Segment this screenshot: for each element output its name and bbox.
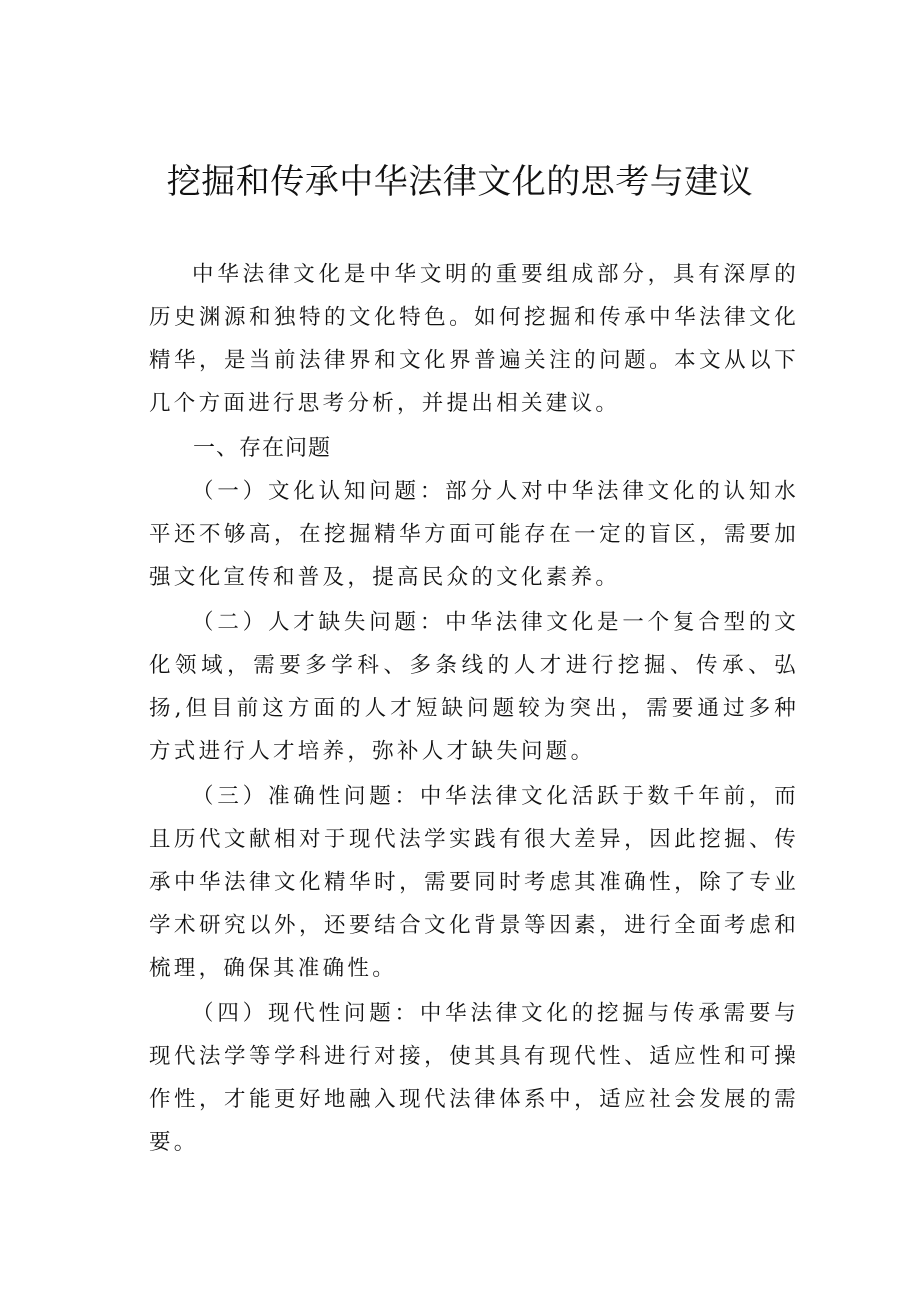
issue-paragraph-1: （一）文化认知问题：部分人对中华法律文化的认知水平还不够高，在挖掘精华方面可能存在一定的盲区，需要加强文化宣传和普及，提高民众的文化素养。 [149,479,799,590]
intro-paragraph: 中华法律文化是中华文明的重要组成部分，具有深厚的历史渊源和独特的文化特色。如何挖掘和传承中华法律文化精华，是当前法律界和文化界普遍关注的问题。本文从以下几个方面进行思考分析，并提出相关建议。 [149,262,799,416]
document-body [149,253,799,1164]
issue-paragraph-3: （三）准确性问题：中华法律文化活跃于数千年前，而且历代文献相对于现代法学实践有很大差异，因此挖掘、传承中华法律文化精华时，需要同时考虑其准确性，除了专业学术研究以外，还要结合文化背景等因素，进行全面考虑和梳理，确保其准确性。 [149,784,799,981]
issue-paragraph-4: （四）现代性问题：中华法律文化的挖掘与传承需要与现代法学等学科进行对接，使其具有现代性、适应性和可操作性，才能更好地融入现代法律体系中，适应社会发展的需要。 [149,1001,799,1155]
document-title: 挖掘和传承中华法律文化的思考与建议 [166,162,754,202]
issue-paragraph-2: （二）人才缺失问题：中华法律文化是一个复合型的文化领域，需要多学科、多条线的人才进行挖掘、传承、弘扬,但目前这方面的人才短缺问题较为突出，需要通过多种方式进行人才培养，弥补人才缺失问题。 [149,610,799,764]
section-heading: 一、存在问题 [193,436,332,461]
